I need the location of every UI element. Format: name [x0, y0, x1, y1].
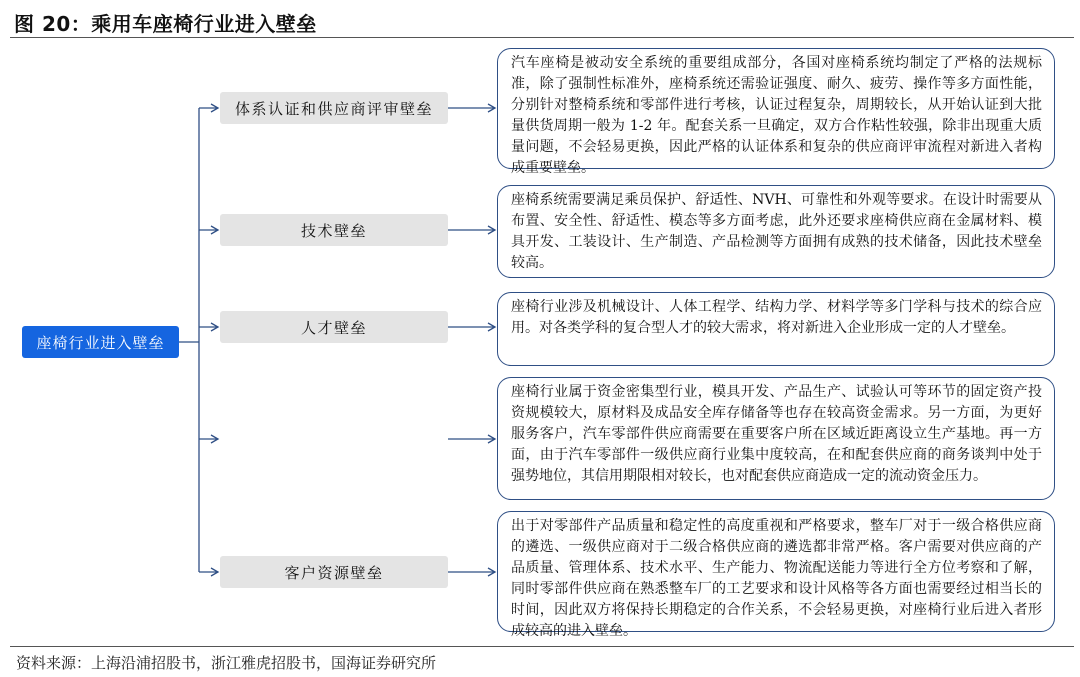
figure-title: 图 20：乘用车座椅行业进入壁垒 [14, 12, 317, 36]
source-rule [10, 646, 1074, 647]
category-node-customer: 客户资源壁垒 [220, 556, 448, 588]
category-node-certification: 体系认证和供应商评审壁垒 [220, 92, 448, 124]
description-box-customer: 出于对零部件产品质量和稳定性的高度重视和严格要求，整车厂对于一级合格供应商的遴选、一级供应商对于二级合格供应商的遴选都非常严格。客户需要对供应商的产品质量、管理体系、技术水平、生产能力、物流配送能力等进行全方位考察和了解，同时零部件供应商在熟悉整车厂的工艺要求和设计风格等各方面也需要经过相当长的时间，因此双方将保持长期稳定的合作关系，不会轻易更换，对座椅行业后进入者形成较高的进入壁垒。 [497, 511, 1055, 632]
category-node-technology: 技术壁垒 [220, 214, 448, 246]
description-box-capital: 座椅行业属于资金密集型行业，模具开发、产品生产、试验认可等环节的固定资产投资规模较大，原材料及成品安全库存储备等也存在较高资金需求。另一方面，为更好服务客户，汽车零部件供应商需要在重要客户所在区域近距离设立生产基地。再一方面，由于汽车零部件一级供应商行业集中度较高，在和配套供应商的商务谈判中处于强势地位，其信用期限相对较长，也对配套供应商造成一定的流动资金压力。 [497, 377, 1055, 500]
description-box-certification: 汽车座椅是被动安全系统的重要组成部分，各国对座椅系统均制定了严格的法规标准，除了强制性标准外，座椅系统还需验证强度、耐久、疲劳、操作等多方面性能，分别针对整椅系统和零部件进行考核，认证过程复杂，周期较长，从开始认证到大批量供货周期一般为 1-2 年。配套关系一旦确定，双方合作粘性较强，除非出现重大质量问题，不会轻易更换，因此严格的认证体系和复杂的供应商评审流程对新进入者构成重要壁垒。 [497, 48, 1055, 169]
description-box-technology: 座椅系统需要满足乘员保护、舒适性、NVH、可靠性和外观等要求。在设计时需要从布置、安全性、舒适性、模态等多方面考虑，此外还要求座椅供应商在金属材料、模具开发、工装设计、生产制造、产品检测等方面拥有成熟的技术储备，因此技术壁垒较高。 [497, 185, 1055, 278]
source-note: 资料来源：上海沿浦招股书，浙江雅虎招股书，国海证券研究所 [16, 654, 437, 672]
description-box-talent: 座椅行业涉及机械设计、人体工程学、结构力学、材料学等多门学科与技术的综合应用。对各类学科的复合型人才的较大需求，将对新进入企业形成一定的人才壁垒。 [497, 292, 1055, 366]
root-node: 座椅行业进入壁垒 [22, 326, 179, 358]
category-node-talent: 人才壁垒 [220, 311, 448, 343]
